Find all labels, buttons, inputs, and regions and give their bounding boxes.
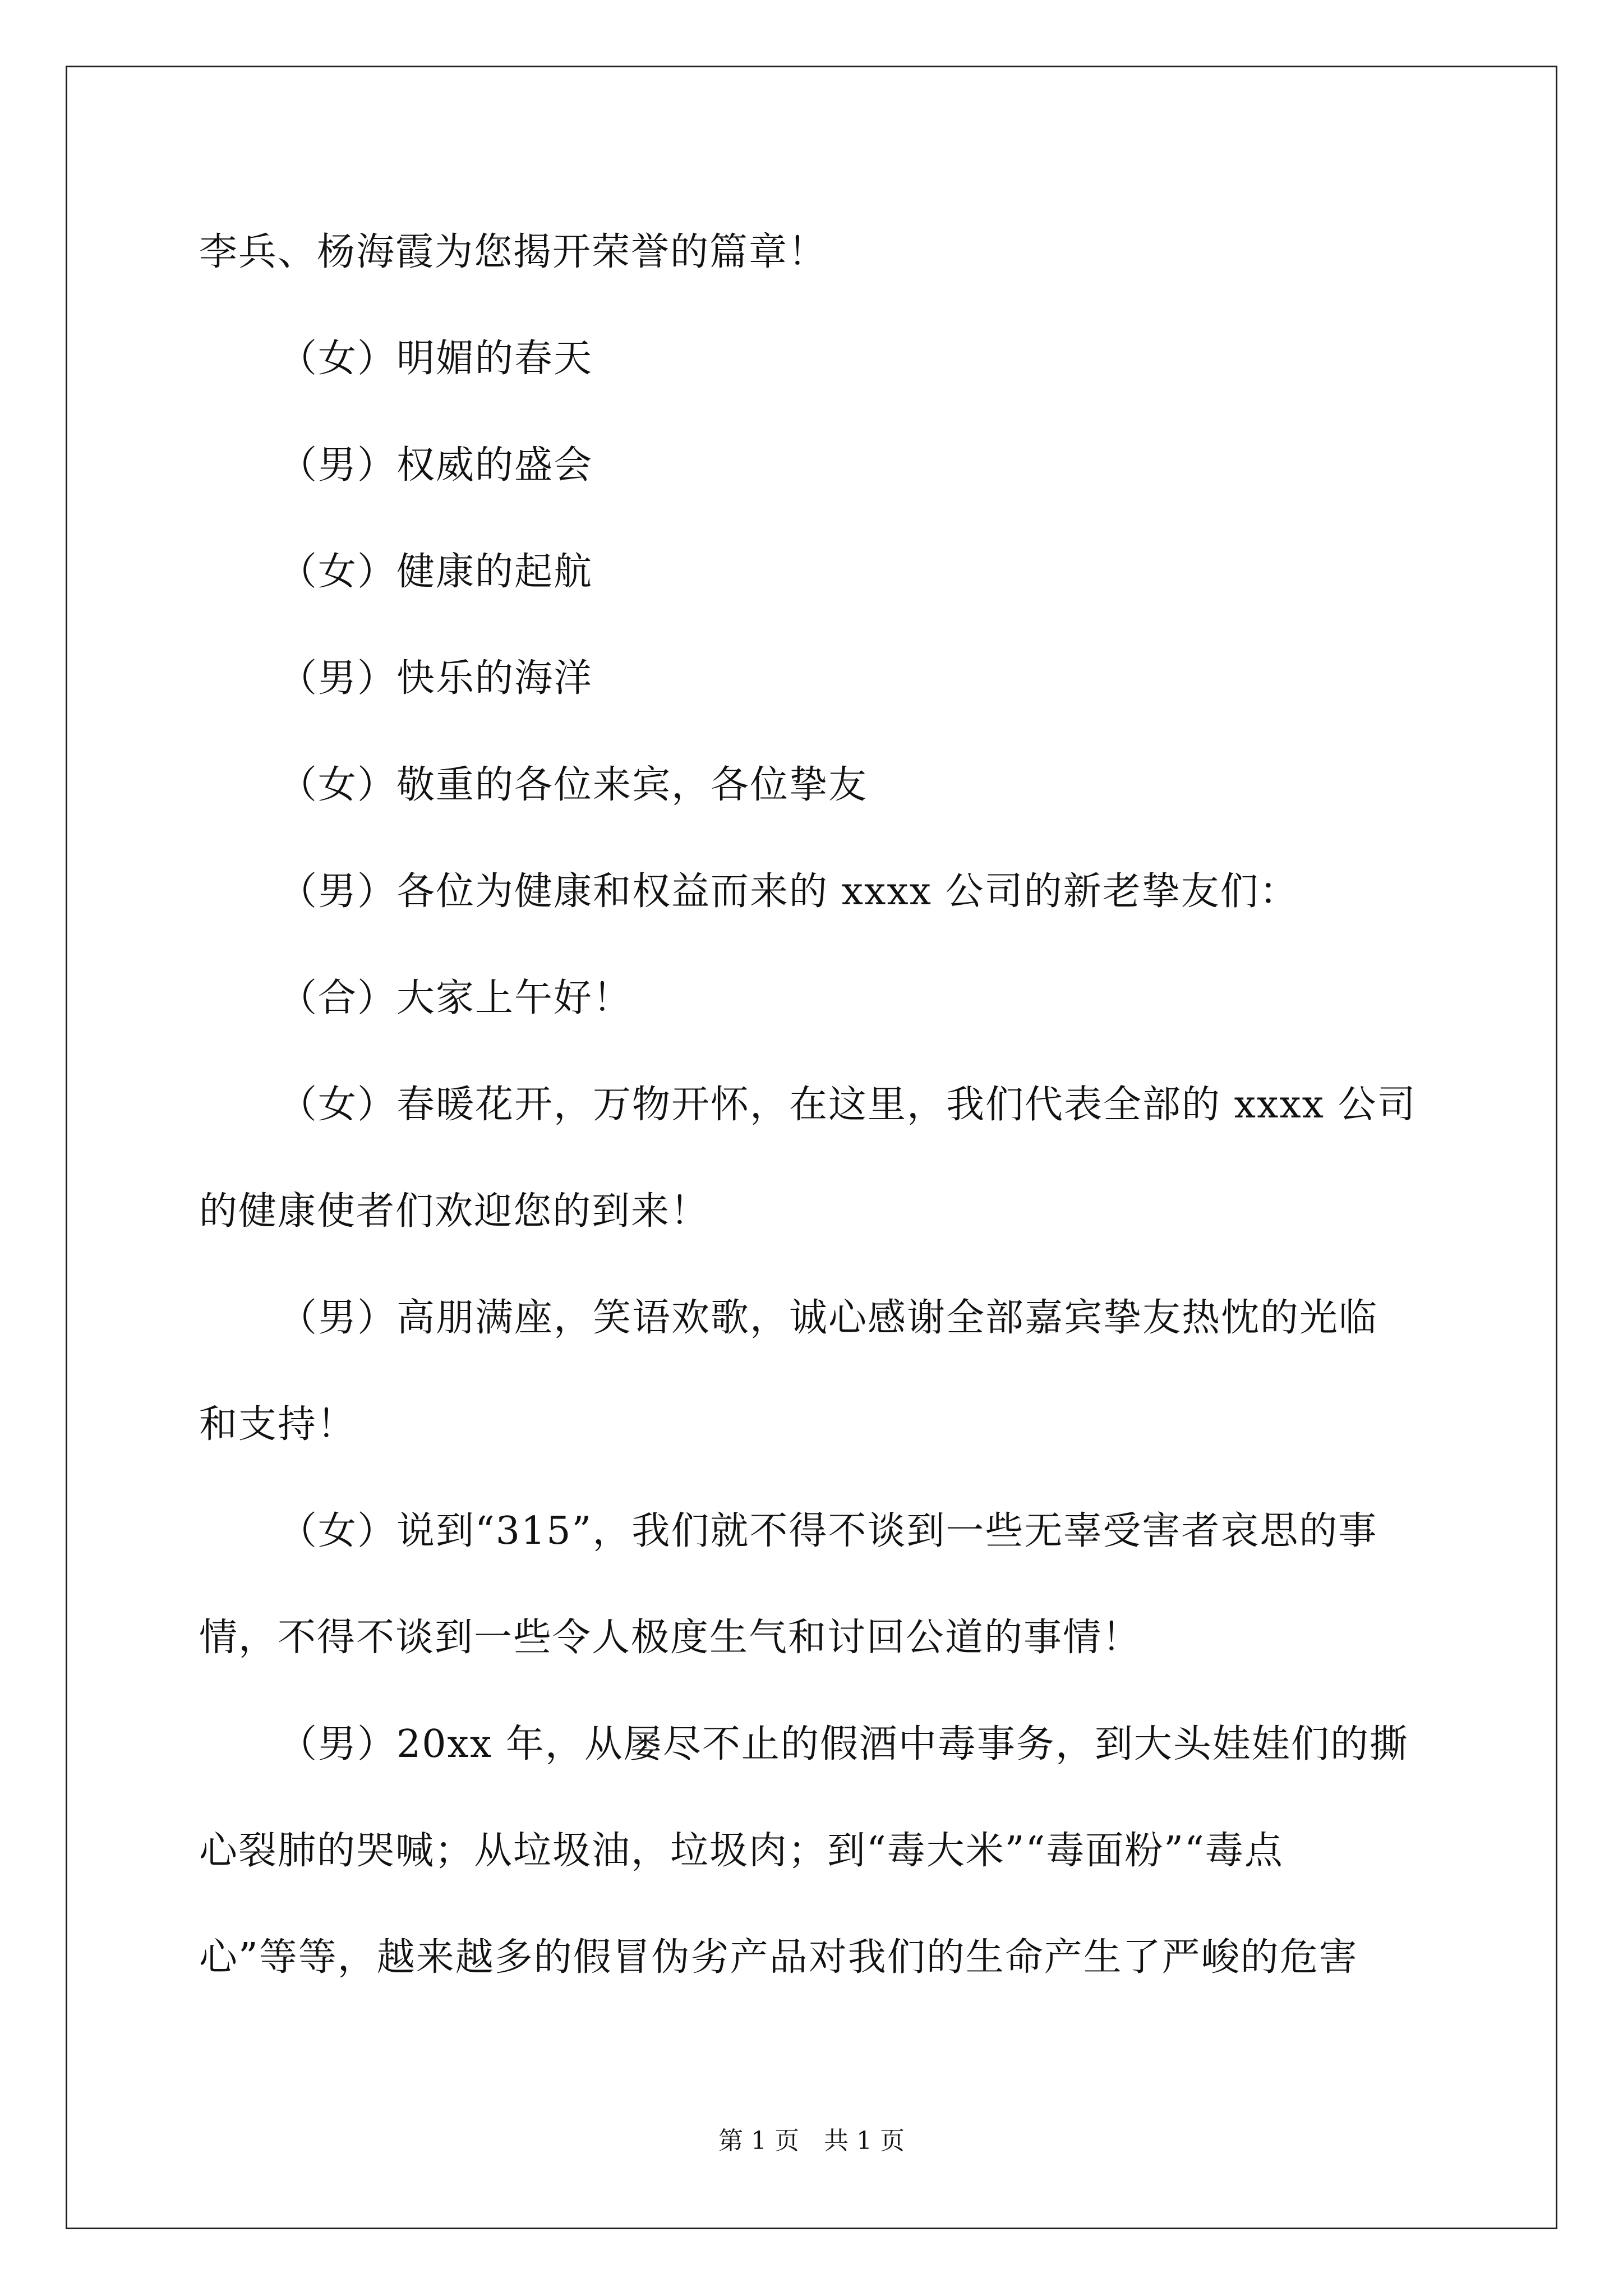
text-line: 李兵、杨海霞为您揭开荣誉的篇章！ bbox=[199, 230, 828, 274]
text-line: 和支持！ bbox=[199, 1402, 357, 1447]
text-line: 的健康使者们欢迎您的到来！ bbox=[199, 1189, 710, 1234]
text-line: （男）快乐的海洋 bbox=[279, 656, 593, 701]
text-line: （男）各位为健康和权益而来的 xxxx 公司的新老挚友们： bbox=[279, 869, 1299, 914]
text-line: （女）明媚的春天 bbox=[279, 337, 593, 381]
page-border bbox=[66, 66, 1557, 2229]
text-line: （女）说到“315”，我们就不得不谈到一些无辜受害者哀思的事 bbox=[279, 1509, 1378, 1553]
text-line: （合）大家上午好！ bbox=[279, 976, 633, 1020]
text-line: 心”等等，越来越多的假冒伪劣产品对我们的生命产生了严峻的危害 bbox=[199, 1935, 1358, 1980]
text-line: （男）权威的盛会 bbox=[279, 443, 593, 487]
text-line: （男）高朋满座，笑语欢歌，诚心感谢全部嘉宾挚友热忱的光临 bbox=[279, 1296, 1378, 1340]
text-line: （女）春暖花开，万物开怀，在这里，我们代表全部的 xxxx 公司 bbox=[279, 1083, 1417, 1127]
text-line: 情，不得不谈到一些令人极度生气和讨回公道的事情！ bbox=[199, 1616, 1142, 1660]
page-number: 第 1 页 共 1 页 bbox=[718, 2127, 905, 2155]
text-line: 心裂肺的哭喊；从垃圾油，垃圾肉；到“毒大米”“毒面粉”“毒点 bbox=[199, 1829, 1284, 1873]
text-line: （女）健康的起航 bbox=[279, 550, 593, 594]
text-line: （女）敬重的各位来宾，各位挚友 bbox=[279, 763, 868, 807]
text-line: （男）20xx 年，从屡尽不止的假酒中毒事务，到大头娃娃们的撕 bbox=[279, 1722, 1409, 1766]
